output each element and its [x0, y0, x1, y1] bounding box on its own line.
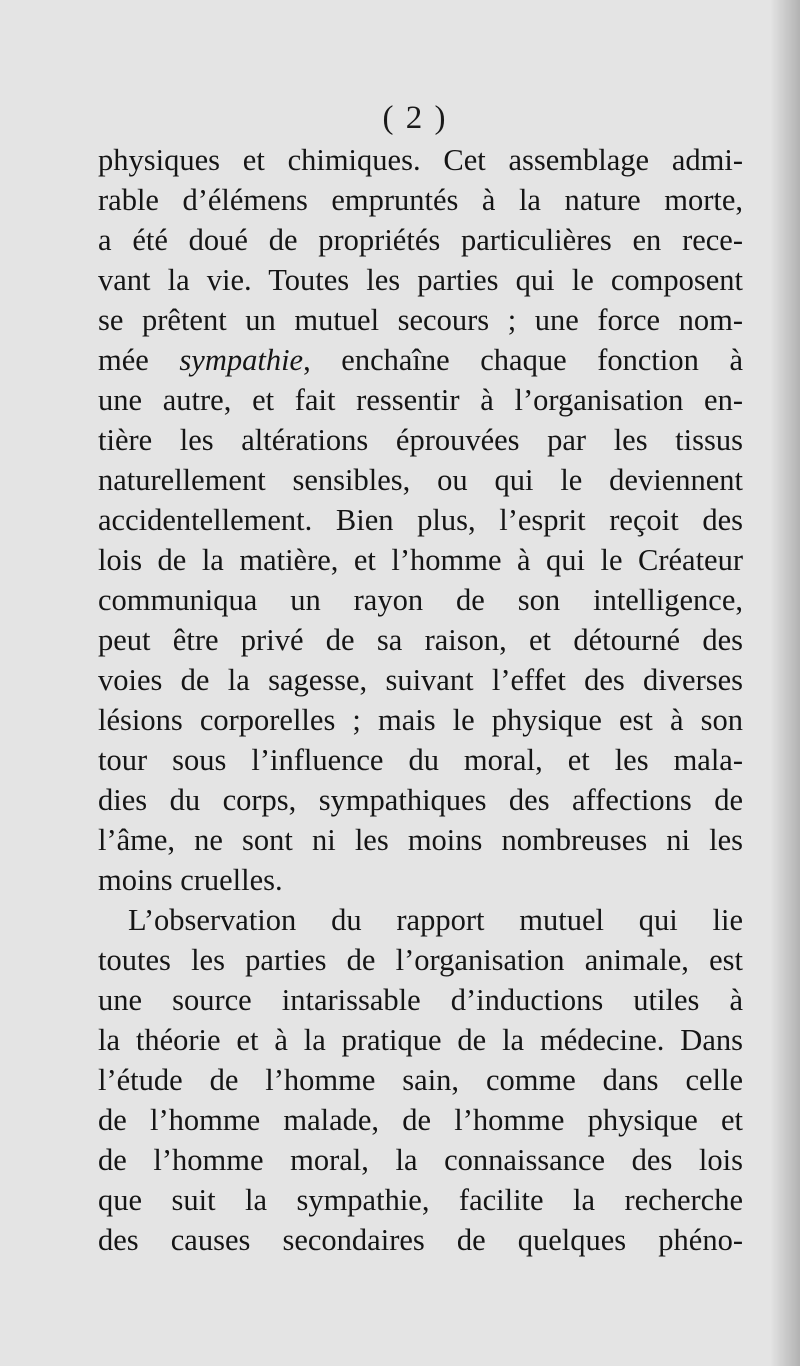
text-line: communiqua un rayon de son intelligence,: [98, 583, 743, 617]
text-line: que suit la sympathie, facilite la recherche: [98, 1183, 743, 1217]
text-line: accidentellement. Bien plus, l’esprit reçoit des: [98, 503, 743, 537]
text-line: la théorie et à la pratique de la médecine. Dans: [98, 1023, 743, 1057]
text-line: de l’homme moral, la connaissance des lois: [98, 1143, 743, 1177]
text-line-sympathie: [98, 340, 743, 380]
text-line: une autre, et fait ressentir à l’organisation en-: [98, 383, 743, 417]
text-line: toutes les parties de l’organisation animale, est: [98, 943, 743, 977]
text-segment: , enchaîne chaque fonction à: [303, 343, 743, 377]
text-segment: mée: [98, 343, 180, 377]
text-line: moins cruelles.: [98, 863, 283, 897]
text-line: tour sous l’influence du moral, et les mala-: [98, 743, 743, 777]
text-line: des causes secondaires de quelques phéno-: [98, 1223, 743, 1257]
page-edge-shadow: [770, 0, 800, 1366]
text-line: de l’homme malade, de l’homme physique et: [98, 1103, 743, 1137]
text-line: tière les altérations éprouvées par les tissus: [98, 423, 743, 457]
italic-term-sympathie: sympathie: [179, 343, 304, 377]
text-line: voies de la sagesse, suivant l’effet des diverses: [98, 663, 743, 697]
text-line: l’âme, ne sont ni les moins nombreuses ni les: [98, 823, 743, 857]
text-line: lésions corporelles ; mais le physique est à son: [98, 703, 743, 737]
text-line: dies du corps, sympathiques des affections de: [98, 783, 743, 817]
text-line: l’étude de l’homme sain, comme dans celle: [98, 1063, 743, 1097]
text-line: vant la vie. Toutes les parties qui le composent: [98, 263, 743, 297]
text-line: L’observation du rapport mutuel qui lie: [128, 903, 743, 937]
text-line: rable d’élémens empruntés à la nature morte,: [98, 183, 743, 217]
text-line: se prêtent un mutuel secours ; une force nom-: [98, 303, 743, 337]
text-line: une source intarissable d’inductions utiles à: [98, 983, 743, 1017]
page-number: ( 2 ): [382, 100, 448, 136]
text-line: peut être privé de sa raison, et détourné des: [98, 623, 743, 657]
text-line: lois de la matière, et l’homme à qui le Créateur: [98, 543, 743, 577]
body-text: [98, 140, 743, 1260]
text-line: naturellement sensibles, ou qui le deviennent: [98, 463, 743, 497]
text-line: physiques et chimiques. Cet assemblage admi-: [98, 143, 743, 177]
text-line: a été doué de propriétés particulières en rece-: [98, 223, 743, 257]
